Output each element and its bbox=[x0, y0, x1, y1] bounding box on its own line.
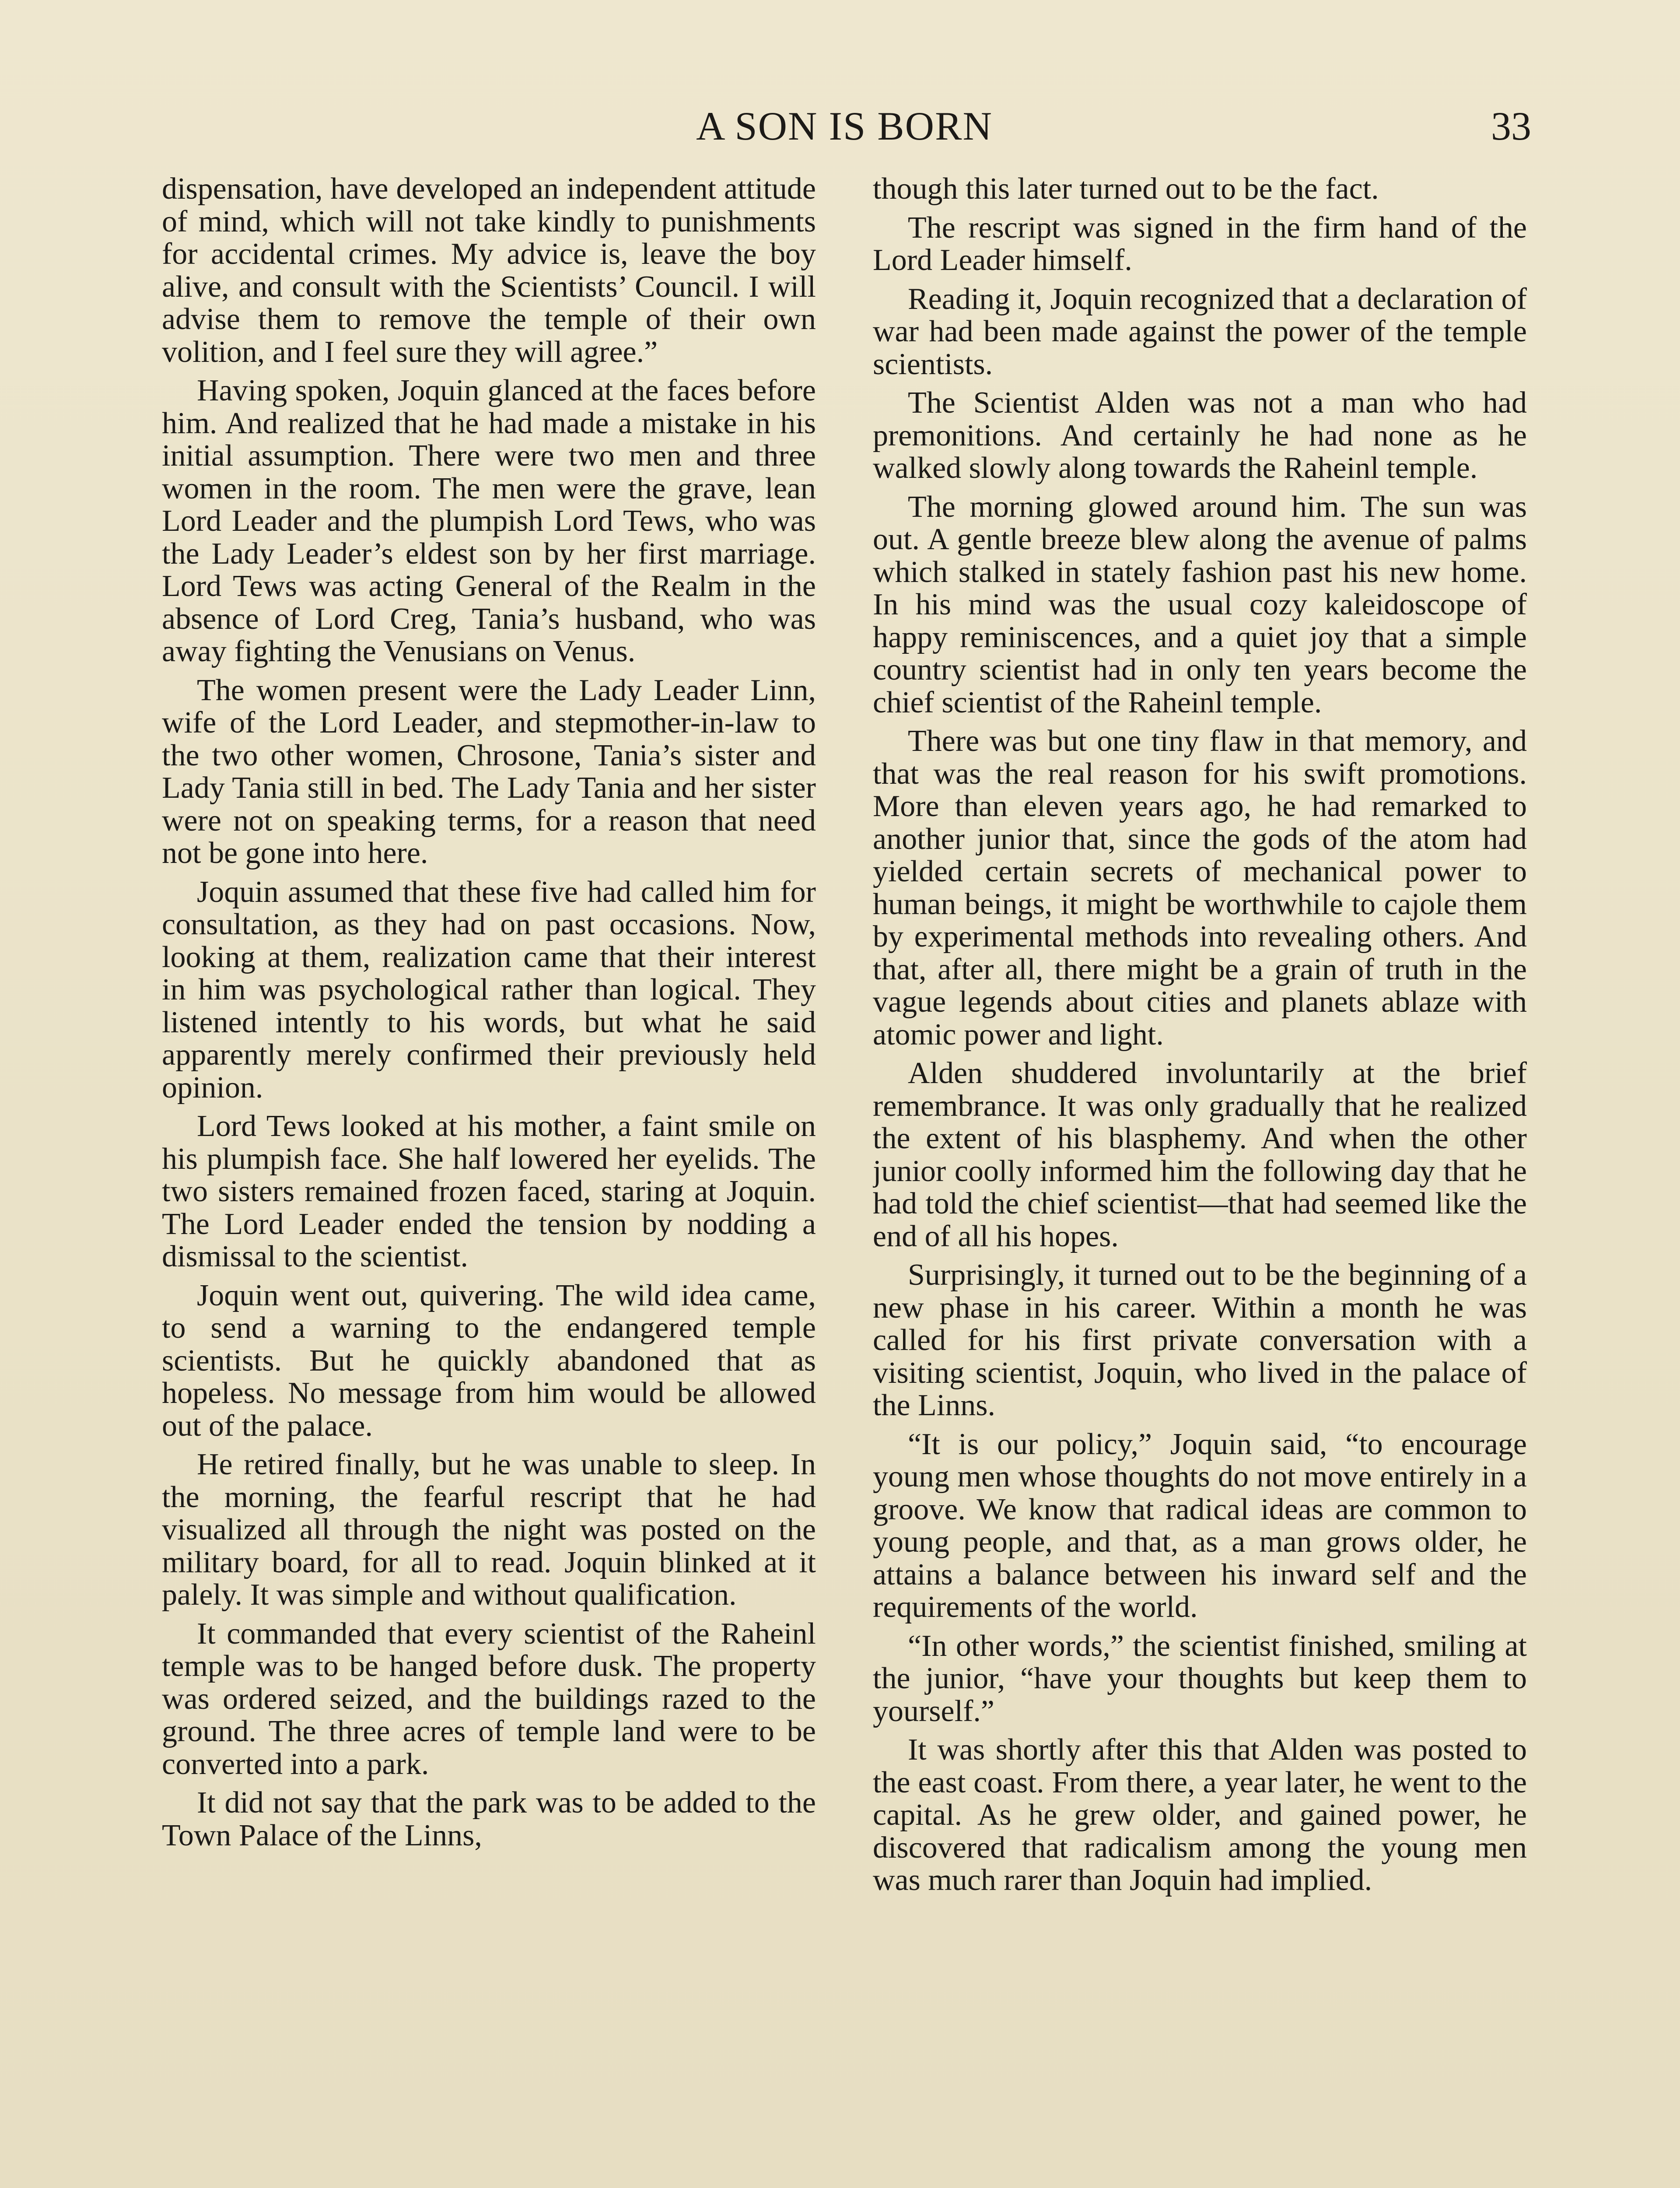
paragraph: Lord Tews looked at his mother, a faint smile on his plumpish face. She half lowered her eyelids. The two sisters remained frozen faced, staring at Joquin. The Lord Leader ended the tension by nodding a dismissal to the scientist. bbox=[162, 1109, 816, 1273]
paragraph: “It is our policy,” Joquin said, “to encourage young men whose thoughts do not move entirely in a groove. We know that radical ideas are common to young people, and that, as a man grows older, he attains a balance between his inward self and the requirements of the world. bbox=[873, 1427, 1527, 1624]
paragraph: Surprisingly, it turned out to be the beginning of a new phase in his career. Within a month he was called for his first private conversation with a visiting scientist, Joquin, who lived in the palace of the Linns. bbox=[873, 1258, 1527, 1422]
paragraph: Reading it, Joquin recognized that a declaration of war had been made against the power of the temple scientists. bbox=[873, 282, 1527, 381]
paragraph: Having spoken, Joquin glanced at the faces before him. And realized that he had made a mistake in his initial assumption. There were two men and three women in the room. The men were the grave, lean Lord Leader and the plumpish Lord Tews, who was the Lady Leader’s eldest son by her first marriage. Lord Tews was acting General of the Realm in the absence of Lord Creg, Tania’s husband, who was away fighting the Venusians on Venus. bbox=[162, 374, 816, 668]
paragraph: The Scientist Alden was not a man who had premonitions. And certainly he had none as he walked slowly along towards the Raheinl temple. bbox=[873, 386, 1527, 485]
paragraph: though this later turned out to be the fact. bbox=[873, 173, 1379, 206]
paragraph: The women present were the Lady Leader Linn, wife of the Lord Leader, and stepmother-in-law to the two other women, Chrosone, Tania’s sister and Lady Tania still in bed. The Lady Tania and her sister were not on speaking terms, for a reason that need not be gone into here. bbox=[162, 673, 816, 870]
page-number: 33 bbox=[1491, 104, 1531, 148]
right-column bbox=[873, 173, 1527, 2188]
running-head bbox=[162, 100, 1531, 152]
paragraph: The rescript was signed in the firm hand of the Lord Leader himself. bbox=[873, 210, 1527, 277]
paragraph: There was but one tiny flaw in that memory, and that was the real reason for his swift promotions. More than eleven years ago, he had remarked to another junior that, since the gods of the atom had yielded certain secrets of mechanical power to human beings, it might be worthwhile to cajole them by experimental methods into revealing others. And that, after all, there might be a grain of truth in the vague legends about cities and planets ablaze with atomic power and light. bbox=[873, 724, 1527, 1052]
paragraph: dispensation, have developed an independent attitude of mind, which will not take kindly to punishments for accidental crimes. My advice is, leave the boy alive, and consult with the Scientists’ Council. I will advise them to remove the temple of their own volition, and I feel sure they will agree.” bbox=[162, 173, 816, 369]
paragraph: The morning glowed around him. The sun was out. A gentle breeze blew along the avenue of palms which stalked in stately fashion past his new home. In his mind was the usual cozy kaleidoscope of happy reminiscences, and a quiet joy that a simple country scientist had in only ten years become the chief scientist of the Raheinl temple. bbox=[873, 490, 1527, 719]
paragraph: It was shortly after this that Alden was posted to the east coast. From there, a year later, he went to the capital. As he grew older, and gained power, he discovered that radicalism among the young men was much rarer than Joquin had implied. bbox=[873, 1733, 1527, 1897]
paragraph: Joquin assumed that these five had called him for consultation, as they had on past occasions. Now, looking at them, realization came that their interest in him was psychological rather than logical. They listened intently to his words, but what he said apparently merely confirmed their previously held opinion. bbox=[162, 875, 816, 1105]
paragraph: “In other words,” the scientist finished, smiling at the junior, “have your thoughts but keep them to yourself.” bbox=[873, 1629, 1527, 1728]
left-column bbox=[162, 173, 816, 2188]
paragraph: It commanded that every scientist of the Raheinl temple was to be hanged before dusk. The property was ordered seized, and the buildings razed to the ground. The three acres of temple land were to be converted into a park. bbox=[162, 1616, 816, 1781]
paragraph: It did not say that the park was to be added to the Town Palace of the Linns, bbox=[162, 1786, 816, 1852]
text-columns bbox=[162, 173, 1527, 2188]
paragraph: Joquin went out, quivering. The wild idea came, to send a warning to the endangered temple scientists. But he quickly abandoned that as hopeless. No message from him would be allowed out of the palace. bbox=[162, 1278, 816, 1443]
page-title: A SON IS BORN bbox=[696, 104, 993, 148]
paragraph: Alden shuddered involuntarily at the brief remembrance. It was only gradually that he realized the extent of his blasphemy. And when the other junior coolly informed him the following day that he had told the chief scientist—that had seemed like the end of all his hopes. bbox=[873, 1056, 1527, 1253]
paragraph: He retired finally, but he was unable to sleep. In the morning, the fearful rescript that he had visualized all through the night was posted on the military board, for all to read. Joquin blinked at it palely. It was simple and without qualification. bbox=[162, 1448, 816, 1612]
